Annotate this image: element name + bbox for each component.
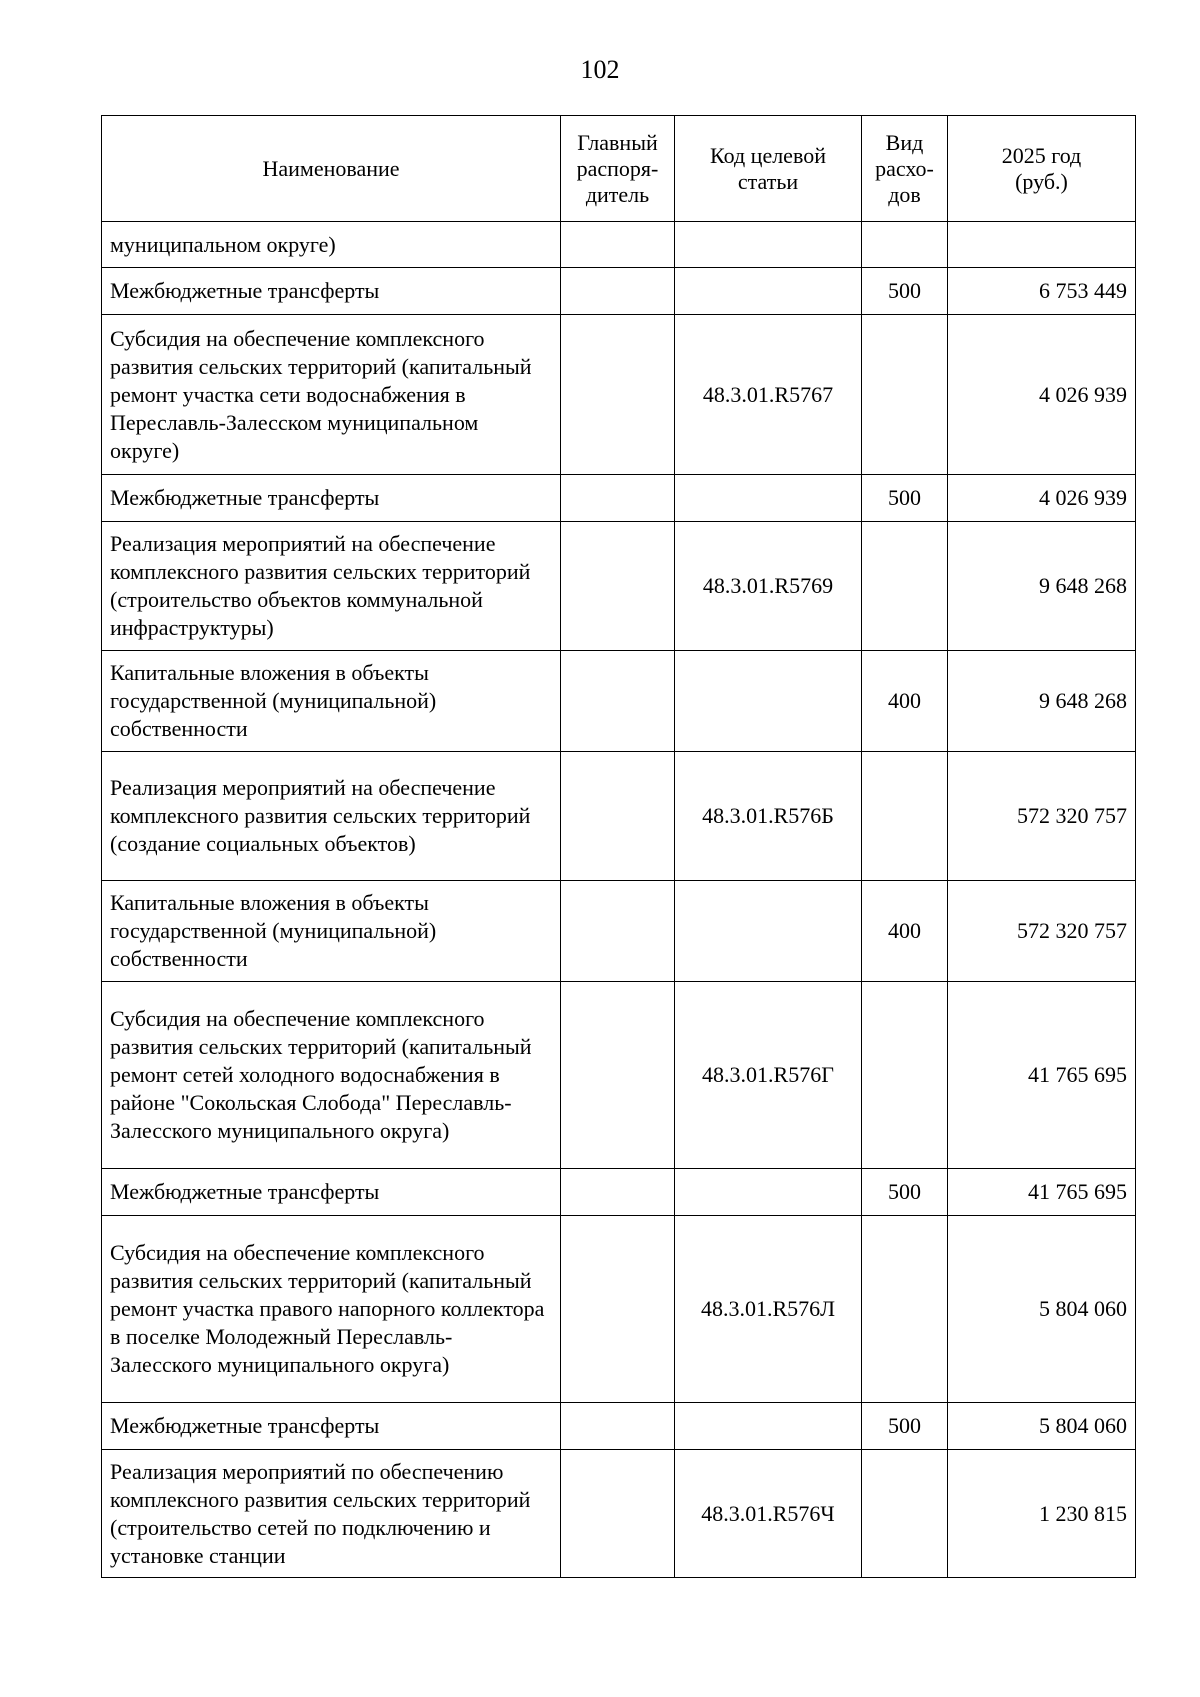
- cell-amount: 9 648 268: [948, 651, 1136, 752]
- cell-name: Субсидия на обеспечение комплексного развития сельских территорий (капитальный ремонт участка правого напорного коллектора в поселке Молодежный Переславль-Залесского муниципального округа): [102, 1216, 561, 1403]
- table-header-row: [102, 116, 1136, 222]
- cell-code: [675, 268, 862, 315]
- cell-name: Межбюджетные трансферты: [102, 1169, 561, 1216]
- cell-code: 48.3.01.R576Ч: [675, 1450, 862, 1578]
- cell-manager: [561, 651, 675, 752]
- cell-amount: 9 648 268: [948, 522, 1136, 651]
- table-row: [102, 522, 1136, 651]
- cell-expense-type: [862, 1216, 948, 1403]
- cell-name: Субсидия на обеспечение комплексного развития сельских территорий (капитальный ремонт участка сети водоснабжения в Переславль-Залесском муниципальном округе): [102, 315, 561, 475]
- cell-code: [675, 475, 862, 522]
- table-row: [102, 268, 1136, 315]
- cell-manager: [561, 982, 675, 1169]
- cell-expense-type: [862, 752, 948, 881]
- cell-amount: 572 320 757: [948, 881, 1136, 982]
- cell-code: [675, 651, 862, 752]
- cell-amount: 4 026 939: [948, 315, 1136, 475]
- cell-name: муниципальном округе): [102, 222, 561, 268]
- table-row: [102, 982, 1136, 1169]
- cell-amount: 41 765 695: [948, 982, 1136, 1169]
- cell-name: Межбюджетные трансферты: [102, 475, 561, 522]
- cell-name: Капитальные вложения в объекты государственной (муниципальной) собственности: [102, 651, 561, 752]
- header-year: 2025 год (руб.): [948, 116, 1136, 222]
- cell-expense-type: 500: [862, 268, 948, 315]
- cell-code: 48.3.01.R5767: [675, 315, 862, 475]
- cell-code: [675, 1169, 862, 1216]
- cell-expense-type: 400: [862, 881, 948, 982]
- table-row: [102, 651, 1136, 752]
- cell-manager: [561, 1216, 675, 1403]
- cell-name: Межбюджетные трансферты: [102, 1403, 561, 1450]
- cell-amount: 4 026 939: [948, 475, 1136, 522]
- cell-amount: 6 753 449: [948, 268, 1136, 315]
- header-manager: Главный распоря- дитель: [561, 116, 675, 222]
- cell-expense-type: [862, 315, 948, 475]
- cell-expense-type: 400: [862, 651, 948, 752]
- cell-code: 48.3.01.R576Б: [675, 752, 862, 881]
- cell-expense-type: [862, 522, 948, 651]
- cell-manager: [561, 522, 675, 651]
- table-body: [102, 222, 1136, 1578]
- page-number: 102: [580, 55, 620, 84]
- cell-name: Реализация мероприятий на обеспечение комплексного развития сельских территорий (строительство объектов коммунальной инфраструктуры): [102, 522, 561, 651]
- cell-name: Межбюджетные трансферты: [102, 268, 561, 315]
- table-row: [102, 315, 1136, 475]
- cell-amount: 1 230 815: [948, 1450, 1136, 1578]
- cell-expense-type: 500: [862, 1169, 948, 1216]
- header-type: Вид расхо- дов: [862, 116, 948, 222]
- cell-manager: [561, 752, 675, 881]
- cell-manager: [561, 475, 675, 522]
- cell-amount: 5 804 060: [948, 1403, 1136, 1450]
- budget-table: [101, 115, 1136, 1578]
- table-row: [102, 1169, 1136, 1216]
- cell-expense-type: [862, 222, 948, 268]
- cell-expense-type: 500: [862, 475, 948, 522]
- cell-name: Субсидия на обеспечение комплексного развития сельских территорий (капитальный ремонт сетей холодного водоснабжения в районе "Сокольская Слобода" Переславль-Залесского муниципального округа): [102, 982, 561, 1169]
- cell-amount: [948, 222, 1136, 268]
- cell-code: [675, 1403, 862, 1450]
- cell-code: [675, 881, 862, 982]
- header-code: Код целевой статьи: [675, 116, 862, 222]
- cell-manager: [561, 881, 675, 982]
- table-row: [102, 1403, 1136, 1450]
- cell-expense-type: [862, 1450, 948, 1578]
- table-row: [102, 881, 1136, 982]
- cell-expense-type: [862, 982, 948, 1169]
- cell-expense-type: 500: [862, 1403, 948, 1450]
- cell-amount: 41 765 695: [948, 1169, 1136, 1216]
- cell-code: 48.3.01.R576Л: [675, 1216, 862, 1403]
- table-row: [102, 475, 1136, 522]
- header-name: Наименование: [102, 116, 561, 222]
- cell-name: Реализация мероприятий на обеспечение комплексного развития сельских территорий (создание социальных объектов): [102, 752, 561, 881]
- table-row: [102, 1450, 1136, 1578]
- cell-manager: [561, 268, 675, 315]
- table-row: [102, 222, 1136, 268]
- cell-manager: [561, 222, 675, 268]
- cell-amount: 5 804 060: [948, 1216, 1136, 1403]
- table-row: [102, 752, 1136, 881]
- table-row: [102, 1216, 1136, 1403]
- cell-code: 48.3.01.R576Г: [675, 982, 862, 1169]
- cell-amount: 572 320 757: [948, 752, 1136, 881]
- cell-name: Капитальные вложения в объекты государственной (муниципальной) собственности: [102, 881, 561, 982]
- cell-manager: [561, 1450, 675, 1578]
- cell-manager: [561, 315, 675, 475]
- cell-code: [675, 222, 862, 268]
- cell-code: 48.3.01.R5769: [675, 522, 862, 651]
- cell-manager: [561, 1169, 675, 1216]
- cell-manager: [561, 1403, 675, 1450]
- cell-name: Реализация мероприятий по обеспечению комплексного развития сельских территорий (строительство сетей по подключению и установке станции: [102, 1450, 561, 1578]
